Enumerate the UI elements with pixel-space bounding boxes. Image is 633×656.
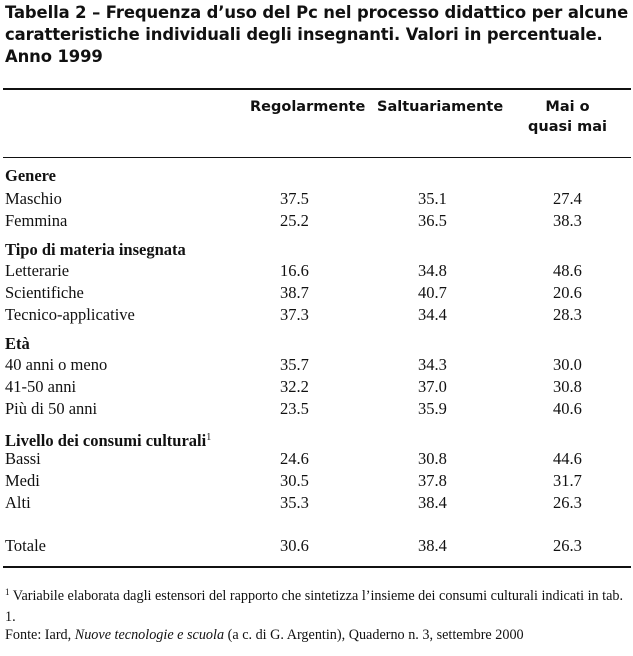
cell-regolarmente: 23.5 bbox=[280, 399, 309, 418]
row-label: Letterarie bbox=[5, 261, 70, 280]
cell-regolarmente: 32.2 bbox=[280, 377, 309, 396]
cell-saltuariamente: 30.8 bbox=[418, 449, 447, 468]
cell-mai: 31.7 bbox=[553, 471, 582, 490]
source-work-title: Nuove tecnologie e scuola bbox=[74, 627, 225, 643]
cell-mai: 26.3 bbox=[553, 536, 582, 555]
table-title: Tabella 2 – Frequenza d’uso del Pc nel processo didattico per alcune caratteristiche individuali degli insegnanti. Valori in percentuale. Anno 1999 bbox=[5, 3, 629, 66]
group-title-materia: Tipo di materia insegnata bbox=[5, 240, 186, 259]
cell-regolarmente: 30.5 bbox=[280, 471, 309, 490]
cell-regolarmente: 37.3 bbox=[280, 305, 309, 324]
cell-saltuariamente: 36.5 bbox=[418, 211, 447, 230]
column-header-mai bbox=[528, 97, 607, 137]
cell-saltuariamente: 37.0 bbox=[418, 377, 447, 396]
row-label: Alti bbox=[5, 493, 31, 512]
footnote-text: Variabile elaborata dagli estensori del rapporto che sintetizza l’insieme dei consumi culturali indicati in tab. 1. bbox=[5, 588, 624, 625]
table-row bbox=[0, 376, 633, 398]
table-row bbox=[0, 398, 633, 420]
cell-mai: 38.3 bbox=[553, 211, 582, 230]
cell-mai: 48.6 bbox=[553, 261, 582, 280]
group-title-genere: Genere bbox=[5, 166, 57, 185]
row-label: Maschio bbox=[5, 189, 62, 208]
cell-regolarmente: 37.5 bbox=[280, 189, 309, 208]
table-row bbox=[0, 304, 633, 326]
cell-saltuariamente: 34.3 bbox=[418, 355, 447, 374]
cell-regolarmente: 25.2 bbox=[280, 211, 309, 230]
source-prefix: Fonte: Iard, bbox=[5, 627, 75, 643]
cell-saltuariamente: 38.4 bbox=[418, 536, 447, 555]
row-label: Totale bbox=[5, 536, 46, 555]
column-header-regolarmente: Regolarmente bbox=[250, 99, 366, 115]
column-header-mai-line1: Mai o bbox=[545, 99, 590, 115]
column-header-mai-line2: quasi mai bbox=[528, 119, 607, 135]
top-rule bbox=[3, 88, 631, 90]
table-row bbox=[0, 470, 633, 492]
source-suffix: (a c. di G. Argentin), Quaderno n. 3, settembre 2000 bbox=[224, 627, 524, 643]
group-title-consumi-text: Livello dei consumi culturali bbox=[5, 431, 207, 450]
table-row bbox=[0, 448, 633, 470]
cell-saltuariamente: 34.8 bbox=[418, 261, 447, 280]
cell-regolarmente: 35.7 bbox=[280, 355, 309, 374]
group-title-eta: Età bbox=[5, 334, 30, 353]
cell-mai: 44.6 bbox=[553, 449, 582, 468]
cell-mai: 27.4 bbox=[553, 189, 582, 208]
table-row bbox=[0, 354, 633, 376]
cell-saltuariamente: 37.8 bbox=[418, 471, 447, 490]
cell-mai: 20.6 bbox=[553, 283, 582, 302]
header-rule bbox=[3, 157, 631, 158]
cell-saltuariamente: 38.4 bbox=[418, 493, 447, 512]
source-note bbox=[5, 625, 631, 646]
cell-mai: 26.3 bbox=[553, 493, 582, 512]
row-label: Tecnico-applicative bbox=[5, 305, 135, 324]
table-row bbox=[0, 260, 633, 282]
cell-regolarmente: 30.6 bbox=[280, 536, 309, 555]
table-row bbox=[0, 282, 633, 304]
footnote-marker: 1 bbox=[206, 432, 212, 443]
cell-saltuariamente: 34.4 bbox=[418, 305, 447, 324]
table-row bbox=[0, 188, 633, 210]
cell-saltuariamente: 35.1 bbox=[418, 189, 447, 208]
table-row bbox=[0, 492, 633, 514]
cell-regolarmente: 16.6 bbox=[280, 261, 309, 280]
cell-mai: 30.8 bbox=[553, 377, 582, 396]
cell-saltuariamente: 40.7 bbox=[418, 283, 447, 302]
table-row bbox=[0, 210, 633, 232]
cell-mai: 30.0 bbox=[553, 355, 582, 374]
cell-saltuariamente: 35.9 bbox=[418, 399, 447, 418]
column-header-saltuariamente: Saltuariamente bbox=[377, 99, 504, 115]
table-row-total bbox=[0, 535, 633, 557]
row-label: 41-50 anni bbox=[5, 377, 77, 396]
row-label: Più di 50 anni bbox=[5, 399, 98, 418]
bottom-rule bbox=[3, 566, 631, 568]
row-label: Scientifiche bbox=[5, 283, 84, 302]
row-label: Femmina bbox=[5, 211, 68, 230]
cell-regolarmente: 24.6 bbox=[280, 449, 309, 468]
row-label: Bassi bbox=[5, 449, 41, 468]
cell-mai: 28.3 bbox=[553, 305, 582, 324]
footnote bbox=[5, 582, 631, 628]
row-label: Medi bbox=[5, 471, 40, 490]
cell-regolarmente: 35.3 bbox=[280, 493, 309, 512]
cell-regolarmente: 38.7 bbox=[280, 283, 309, 302]
footnote-number: 1 bbox=[5, 587, 10, 597]
cell-mai: 40.6 bbox=[553, 399, 582, 418]
row-label: 40 anni o meno bbox=[5, 355, 108, 374]
